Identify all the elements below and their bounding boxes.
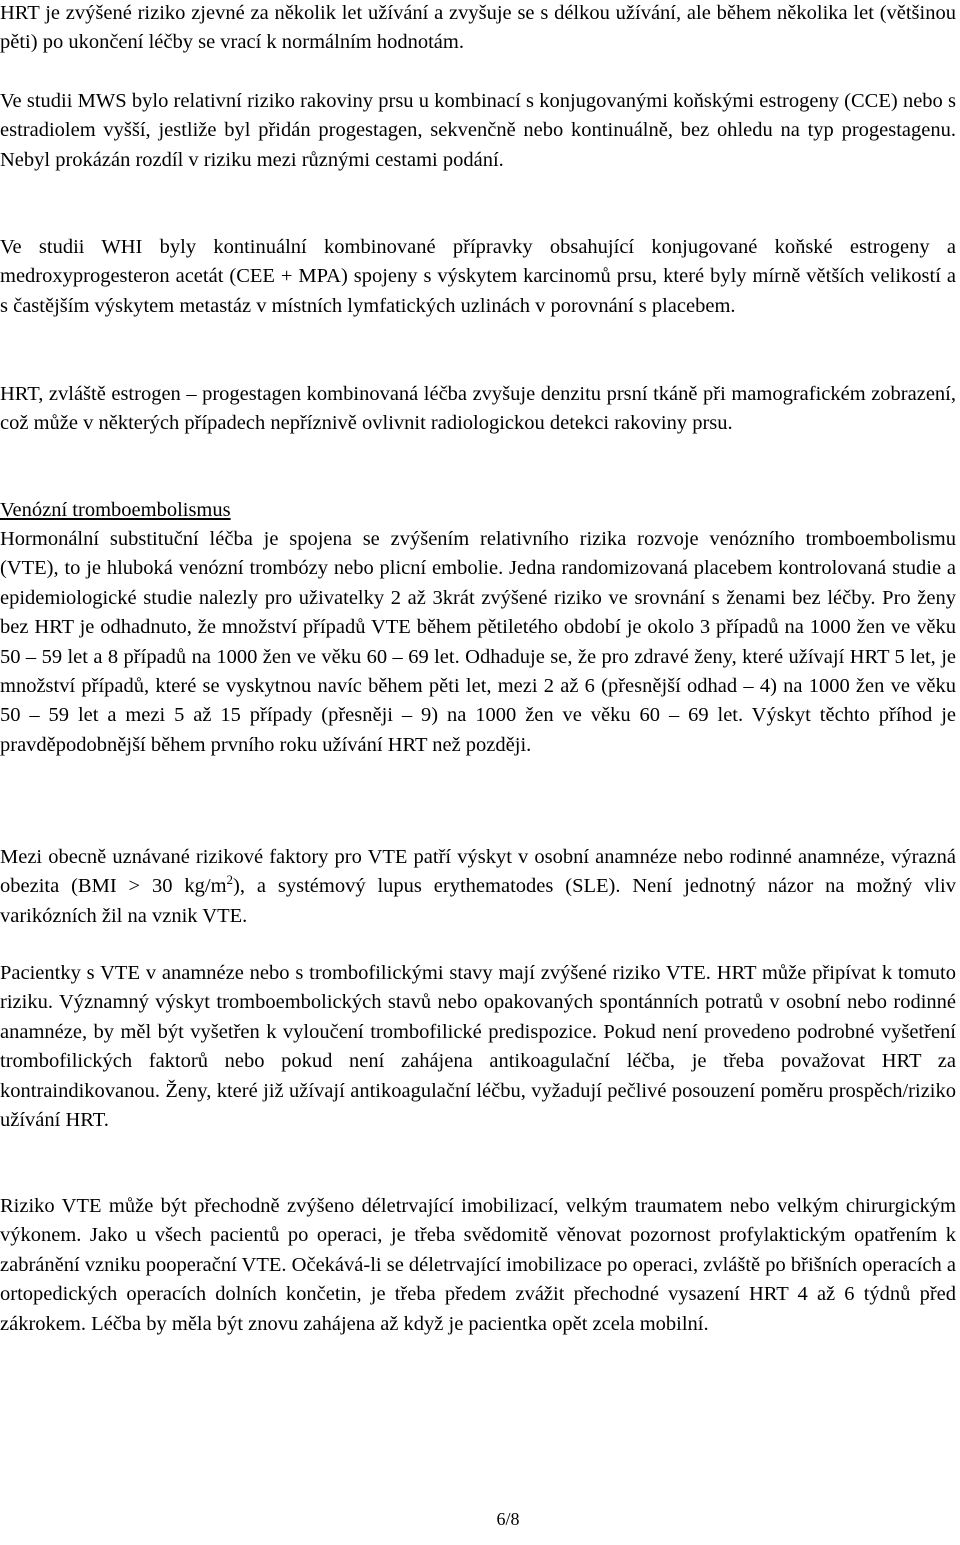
paragraph-breast-density: HRT, zvláště estrogen – progestagen kombinovaná léčba zvyšuje denzitu prsní tkáně při mamografickém zobrazení, což může v některých případech nepříznivě ovlivnit radiologickou detekci rakoviny prsu. (0, 383, 956, 435)
paragraph-vte-risk: Hormonální substituční léčba je spojena se zvýšením relativního rizika rozvoje venózního tromboembolismu (VTE), to je hluboká venózní trombózy nebo plicní embolie. Jedna randomizovaná placebem kontrolovaná studie a epidemiologické studie nalezly pro uživatelky 2 až 3krát zvýšené riziko ve srovnání s ženami bez léčby. Pro ženy bez HRT je odhadnuto, že množství případů VTE během pětiletého období je okolo 3 případů na 1000 žen ve věku 50 – 59 let a 8 případů na 1000 žen ve věku 60 – 69 let. Odhaduje se, že pro zdravé ženy, které užívají HRT 5 let, je množství případů, které se vyskytnou navíc během pěti let, mezi 2 až 6 (přesnější odhad – 4) na 1000 žen ve věku 50 – 59 let a mezi 5 až 15 případy (přesněji – 9) na 1000 žen ve věku 60 – 69 let. Výskyt těchto příhod je pravděpodobnější během prvního roku užívání HRT než později. (0, 528, 956, 756)
risk-factors-text-before: Mezi obecně uznávané rizikové faktory pro VTE patří výskyt v osobní anamnéze nebo rodinné anamnéze, výrazná obezita (BMI > 30 kg/m (0, 846, 956, 898)
paragraph-hrt-risk-duration: HRT je zvýšené riziko zjevné za několik let užívání a zvyšuje se s délkou užívání, ale během několika let (většinou pěti) po ukončení léčby se vrací k normálním hodnotám. (0, 2, 956, 54)
paragraph-thrombophilia: Pacientky s VTE v anamnéze nebo s trombofilickými stavy mají zvýšené riziko VTE. HRT může připívat k tomuto riziku. Významný výskyt tromboembolických stavů nebo opakovaných spontánních potratů v osobní nebo rodinné anamnéze, by měl být vyšetřen k vyloučení trombofilické predispozice. Pokud není provedeno podrobné vyšetření trombofilických faktorů nebo pokud není zahájena antikoagulační léčba, je třeba považovat HRT za kontraindikovanou. Ženy, které již užívají antikoagulační léčbu, vyžadují pečlivé posouzení poměru prospěch/riziko užívání HRT. (0, 962, 956, 1132)
paragraph-risk-factors (0, 843, 956, 931)
paragraph-immobilization: Riziko VTE může být přechodně zvýšeno déletrvající imobilizací, velkým traumatem nebo velkým chirurgickým výkonem. Jako u všech pacientů po operaci, je třeba svědomitě věnovat pozornost profylaktickým opatřením k zabránění vzniku pooperační VTE. Očekává-li se déletrvající imobilizace po operaci, zvláště po břišních operacích a ortopedických operacích dolních končetin, je třeba předem zvážit přechodné vysazení HRT 4 až 6 týdnů před zákrokem. Léčba by měla být znovu zahájena až když je pacientka opět zcela mobilní. (0, 1195, 956, 1335)
risk-factors-superscript: 2 (226, 872, 234, 888)
paragraph-whi-study: Ve studii WHI byly kontinuální kombinované přípravky obsahující konjugované koňské estrogeny a medroxyprogesteron acetát (CEE + MPA) spojeny s výskytem karcinomů prsu, které byly mírně větších velikostí a s častějším výskytem metastáz v místních lymfatických uzlinách v porovnání s placebem. (0, 236, 956, 317)
risk-factors-text-after: ), a systémový lupus erythematodes (SLE). Není jednotný názor na možný vliv varikózních žil na vznik VTE. (0, 875, 957, 927)
paragraph-mws-study: Ve studii MWS bylo relativní riziko rakoviny prsu u kombinací s konjugovanými koňskými estrogeny (CCE) nebo s estradiolem vyšší, jestliže byl přidán progestagen, sekvenčně nebo kontinuálně, bez ohledu na typ progestagenu. Nebyl prokázán rozdíl v riziku mezi různými cestami podání. (0, 90, 956, 171)
section-heading-vte: Venózní tromboembolismus (0, 499, 231, 521)
page-number: 6/8 (496, 1509, 520, 1529)
